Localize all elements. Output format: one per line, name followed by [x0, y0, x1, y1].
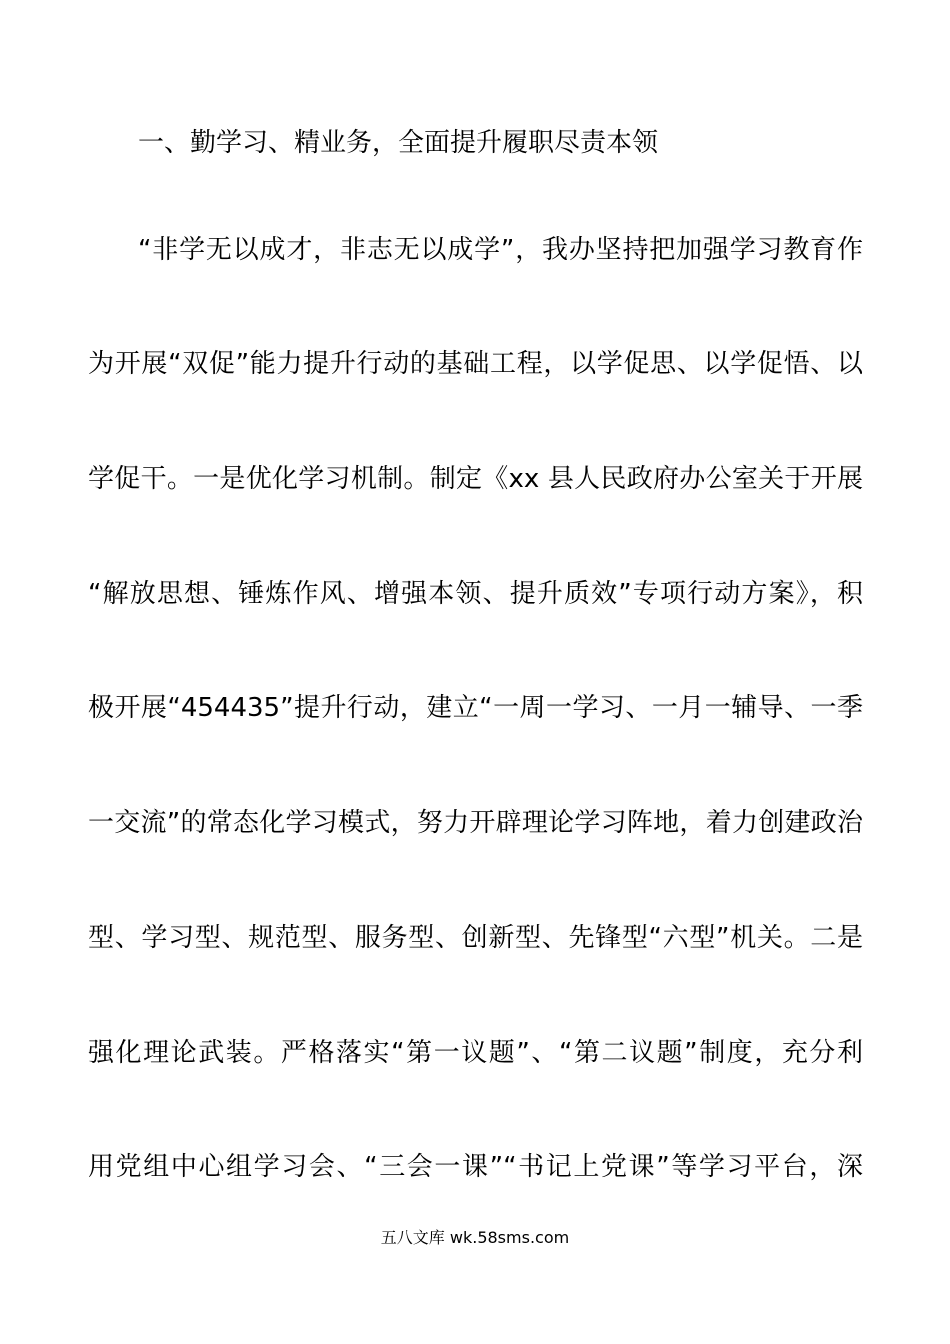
- section-heading: 一、勤学习、精业务，全面提升履职尽责本领: [138, 128, 659, 158]
- paragraph-line: “非学无以成才，非志无以成学”，我办坚持把加强学习教育作: [138, 235, 863, 265]
- paragraph-line: 学促干。一是优化学习机制。制定《xx 县人民政府办公室关于开展: [88, 464, 863, 494]
- paragraph-line: 一交流”的常态化学习模式，努力开辟理论学习阵地，着力创建政治: [88, 808, 863, 838]
- paragraph-line: 为开展“双促”能力提升行动的基础工程，以学促思、以学促悟、以: [88, 349, 863, 379]
- paragraph-line: 用党组中心组学习会、“三会一课”“书记上党课”等学习平台，深: [88, 1152, 863, 1182]
- paragraph-line: “解放思想、锤炼作风、增强本领、提升质效”专项行动方案》，积: [88, 579, 863, 609]
- paragraph-line: 极开展“454435”提升行动，建立“一周一学习、一月一辅导、一季: [88, 693, 863, 723]
- footer-watermark-text: 五八文库 wk.58sms.com: [380, 1228, 570, 1247]
- paragraph-line: 型、学习型、规范型、服务型、创新型、先锋型“六型”机关。二是: [88, 923, 863, 953]
- paragraph-line: 强化理论武装。严格落实“第一议题”、“第二议题”制度，充分利: [88, 1038, 863, 1068]
